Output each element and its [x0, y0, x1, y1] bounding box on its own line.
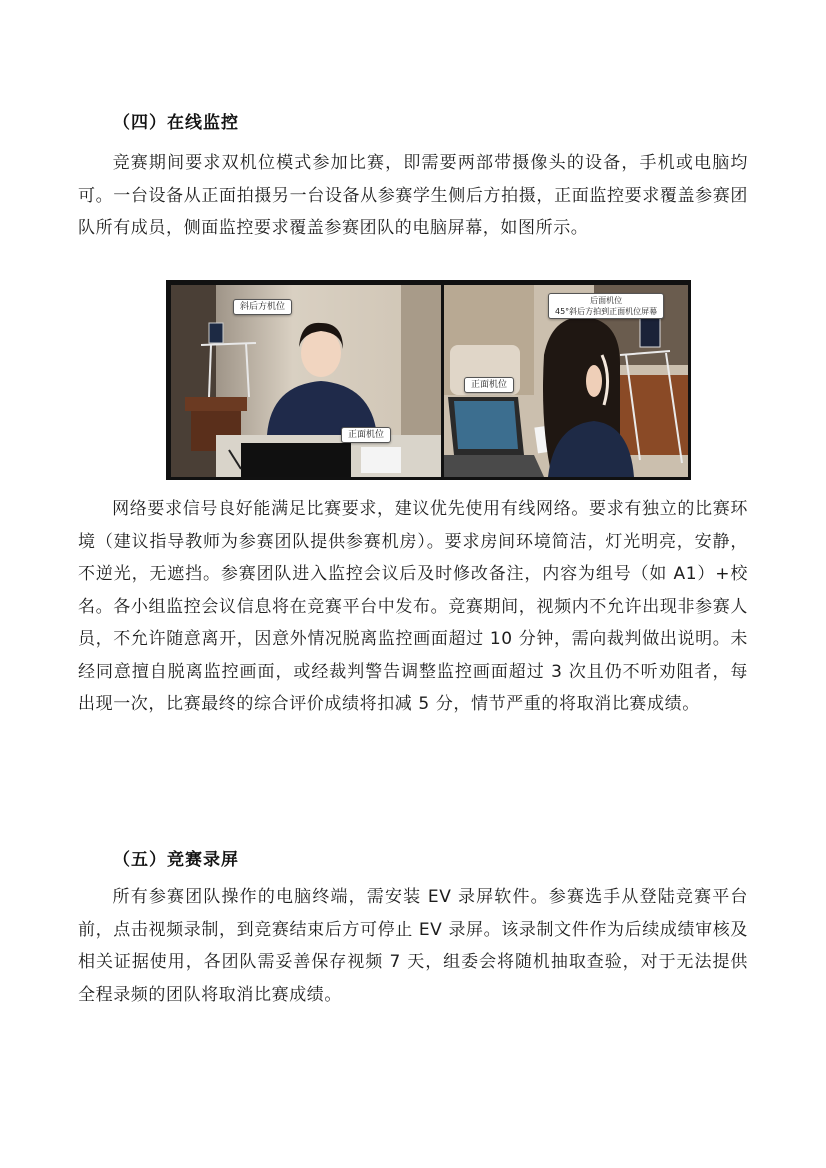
label-rear-camera-note: 45°斜后方拍到正面机位屏幕 [555, 307, 658, 316]
label-rear-camera-45 [548, 293, 664, 319]
paragraph-text: 竞赛期间要求双机位模式参加比赛，即需要两部带摄像头的设备，手机或电脑均可。一台设备从正面拍摄另一台设备从参赛学生侧后方拍摄，正面监控要求覆盖参赛团队所有成员，侧面监控要求覆盖参赛团队的电脑屏幕，如图所示。 [78, 153, 748, 238]
label-rear-camera: 斜后方机位 [233, 299, 292, 315]
paragraph-text: 网络要求信号良好能满足比赛要求，建议优先使用有线网络。要求有独立的比赛环境（建议指导教师为参赛团队提供参赛机房）。要求房间环境简洁，灯光明亮，安静，不逆光，无遮挡。参赛团队进入监控会议后及时修改备注，内容为组号（如 A1）+校名。各小组监控会议信息将在竞赛平台中发布。竞赛期间，视频内不允许出现非参赛人员，不允许随意离开，因意外情况脱离监控画面超过 10 分钟，需向裁判做出说明。未经同意擅自脱离监控画面，或经裁判警告调整监控画面超过 3 次且仍不听劝阻者，每出现一次，比赛最终的综合评价成绩将扣减 5 分，情节严重的将取消比赛成绩。 [78, 499, 748, 714]
front-view-illustration [171, 285, 441, 477]
dual-camera-photo-figure [166, 280, 691, 480]
front-view-photo [171, 285, 441, 477]
label-front-camera-right: 正面机位 [464, 377, 514, 393]
section-heading-online-monitoring: （四）在线监控 [113, 113, 239, 133]
paragraph-ev-recording [78, 881, 748, 1011]
rear-view-photo [444, 285, 688, 477]
paragraph-text: 所有参赛团队操作的电脑终端，需安装 EV 录屏软件。参赛选手从登陆竞赛平台前，点击视频录制，到竞赛结束后方可停止 EV 录屏。该录制文件作为后续成绩审核及相关证据使用，各团队需妥善保存视频 7 天，组委会将随机抽取查验，对于无法提供全程录频的团队将取消比赛成绩。 [78, 887, 748, 1005]
label-front-camera: 正面机位 [341, 427, 391, 443]
label-rear-camera-title: 后面机位 [590, 296, 623, 305]
paragraph-network-requirements [78, 493, 748, 721]
section-heading-screen-recording: （五）竞赛录屏 [113, 850, 239, 870]
paragraph-dual-camera [78, 147, 748, 245]
